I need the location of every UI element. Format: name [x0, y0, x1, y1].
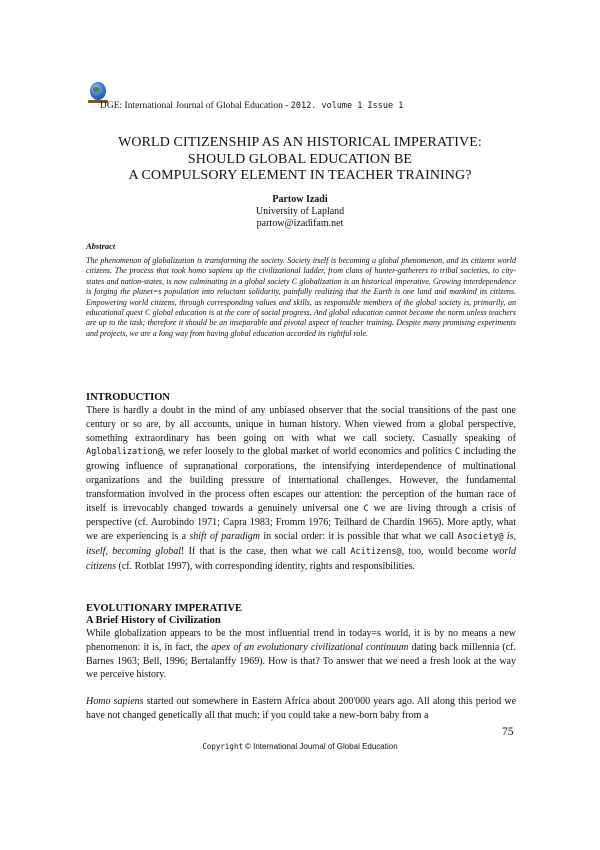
copyright-footer: Copyright © International Journal of Global Education	[202, 742, 398, 751]
title-line-3: A COMPULSORY ELEMENT IN TEACHER TRAINING?	[128, 168, 472, 183]
title-line-2: SHOULD GLOBAL EDUCATION BE	[187, 151, 413, 167]
abstract-label: Abstract	[86, 241, 116, 251]
journal-citation: IJGE: International Journal of Global Education - 2012. volume 1 Issue 1	[100, 101, 404, 111]
author-affiliation: University of Lapland	[255, 206, 345, 218]
copyright-icon: ©	[244, 742, 251, 751]
introduction-paragraph: There is hardly a doubt in the mind of any unbiased observer that the social transitions of the past one century or so are, by all accounts, unique in human history. When viewed from a global perspective, something extraordinary has been going on with what we call society. Casually speaking of Aglobalization@, we refer loosely to the global market of world economics and politics C including the growing influence of supranational corporations, the intensifying interdependence of multinational organizations and the building pressure of international challenges. However, the fundamental transformation involved in the process often escapes our attention: the perception of the human race of itself is irrevocably changed towards a genuinely universal one C we are living through a crisis of perspective (cf. Aurobindo 1971; Capra 1983; Fromm 1976; Teilhard de Chardin 1965). More aptly, what we are experiencing is a shift of paradigm in social order: it is possible that what we call Asociety@ is, itself, becoming global! If that is the case, then what we call Acitizens@, too, would become world citizens (cf. Rotblat 1997), with corresponding identity, rights and responsibilities.	[86, 405, 517, 572]
journal-header	[86, 82, 526, 112]
abstract-text: The phenomenon of globalization is transforming the society. Society itself is becoming a global phenomenon, and its citizens world citizens. The process that took homo sapiens up the civilizational ladder, from clans of hunter-gatherers to tribal societies, to city-states and nation-states, is now culminating in a global society C globalization is an historical imperative. Growing interdependence is forging the planet=s population into reluctant solidarity, painfully realizing that the Earth is one land and mankind its citizens. Empowering world citizens, through corresponding values and skills, as responsible members of the global society is, primarily, an educational quest C global education is at the core of social progress. And global education cannot become the norm unless teachers are up to the task; therefore it should be an inseparable and pivotal aspect of teacher training. Despite many promising experiments and projects, we are a long way from having global education accorded its rightful role.	[86, 256, 516, 338]
evolutionary-heading: EVOLUTIONARY IMPERATIVE	[86, 603, 243, 614]
introduction-section	[86, 392, 516, 574]
page-number: 75	[502, 726, 514, 738]
title-line-1: WORLD CITIZENSHIP AS AN HISTORICAL IMPERATIVE:	[118, 135, 482, 150]
evolutionary-subheading: A Brief History of Civilization	[86, 615, 221, 626]
globe-logo-icon	[90, 82, 106, 100]
evolutionary-paragraph-2: Homo sapiens started out somewhere in Eastern Africa about 200'000 years ago. All along this period we have not changed genetically all that much: if you could take a new-born baby from a	[86, 696, 517, 721]
article-title	[60, 135, 540, 185]
author-name: Partow Izadi	[272, 194, 328, 205]
evolutionary-section	[86, 603, 516, 723]
evolutionary-paragraph-1: While globalization appears to be the most influential trend in today=s world, it is by no means a new phenomenon: it is, in fact, the apex of an evolutionary civilizational continuum dating back millennia (cf. Barnes 1963; Bell, 1996; Bertalanffy 1969). How is that? To answer that we need a fresh look at the way we perceive history.	[86, 628, 516, 681]
author-email: partow@izadifam.net	[256, 218, 344, 230]
author-block	[150, 194, 450, 231]
introduction-heading: INTRODUCTION	[86, 392, 171, 403]
